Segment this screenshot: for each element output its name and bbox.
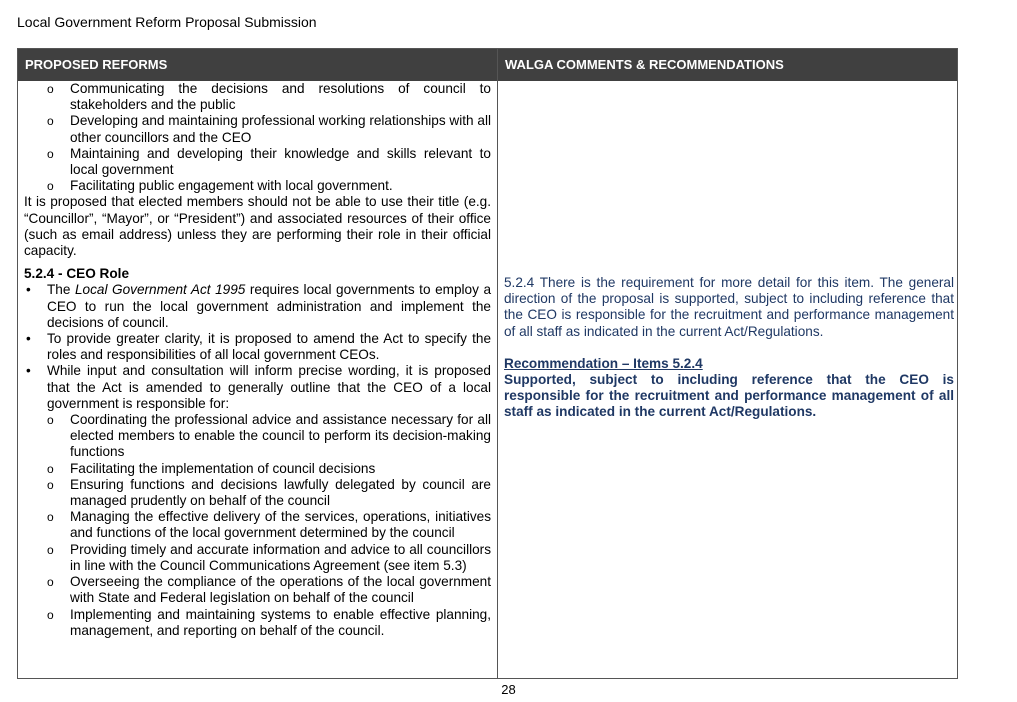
list-item: o Communicating the decisions and resolutions of council to stakeholders and the public <box>24 81 491 113</box>
list-item: o Developing and maintaining professional working relationships with all other councillors and the CEO <box>24 113 491 145</box>
walga-comments-cell <box>504 275 954 421</box>
list-item: o Facilitating the implementation of council decisions <box>24 461 491 477</box>
list-item: o Coordinating the professional advice and assistance necessary for all elected members to enable the council to perform its decision-making functions <box>24 412 491 461</box>
column-header-proposed-reforms: PROPOSED REFORMS <box>18 49 497 81</box>
bullet-item: • To provide greater clarity, it is proposed to amend the Act to specify the roles and responsibilities of all local government CEOs. <box>24 331 491 363</box>
bullet-item <box>24 282 491 331</box>
recommendation-title: Recommendation – Items 5.2.4 <box>504 355 703 371</box>
document-header-title: Local Government Reform Proposal Submission <box>17 14 317 30</box>
section-heading-ceo-role: 5.2.4 - CEO Role <box>24 266 130 282</box>
column-header-walga-comments: WALGA COMMENTS & RECOMMENDATIONS <box>498 49 957 81</box>
bullet-text: requires local governments to employ a CEO to run the local government administration and implement the decisions of council. <box>47 282 492 330</box>
list-item: o Ensuring functions and decisions lawfully delegated by council are managed prudently on behalf of the council <box>24 477 491 509</box>
bullet-item: • While input and consultation will inform precise wording, it is proposed that the Act is amended to generally outline that the CEO of a local government is responsible for: <box>24 363 491 412</box>
list-item: o Implementing and maintaining systems to enable effective planning, management, and reporting on behalf of the council. <box>24 607 491 639</box>
list-item: o Facilitating public engagement with local government. <box>24 178 491 194</box>
bullet-text: The <box>47 282 75 298</box>
proposed-reforms-cell <box>24 81 491 639</box>
recommendation-body: Supported, subject to including reference that the CEO is responsible for the recruitment and performance management of all staff as indicated in the current Act/Regulations. <box>504 372 954 420</box>
column-divider <box>497 49 498 678</box>
act-title: Local Government Act 1995 <box>74 282 246 298</box>
list-item: o Maintaining and developing their knowledge and skills relevant to local government <box>24 146 491 178</box>
list-item: o Overseeing the compliance of the operations of the local government with State and Federal legislation on behalf of the council <box>24 574 491 606</box>
title-usage-paragraph: It is proposed that elected members should not be able to use their title (e.g. “Councillor”, “Mayor”, or “President”) and associated resources of their office (such as email address) unless they are performing their role in their official capacity. <box>24 194 491 259</box>
reform-table <box>17 48 958 679</box>
walga-comment: 5.2.4 There is the requirement for more detail for this item. The general direction of the proposal is supported, subject to including reference that the CEO is responsible for the recruitment and performance management of all staff as indicated in the current Act/Regulations. <box>504 275 954 339</box>
list-item: o Providing timely and accurate information and advice to all councillors in line with the Council Communications Agreement (see item 5.3) <box>24 542 491 574</box>
page-number: 28 <box>501 682 516 697</box>
list-item: o Managing the effective delivery of the services, operations, initiatives and functions of the local government determined by the council <box>24 509 491 541</box>
